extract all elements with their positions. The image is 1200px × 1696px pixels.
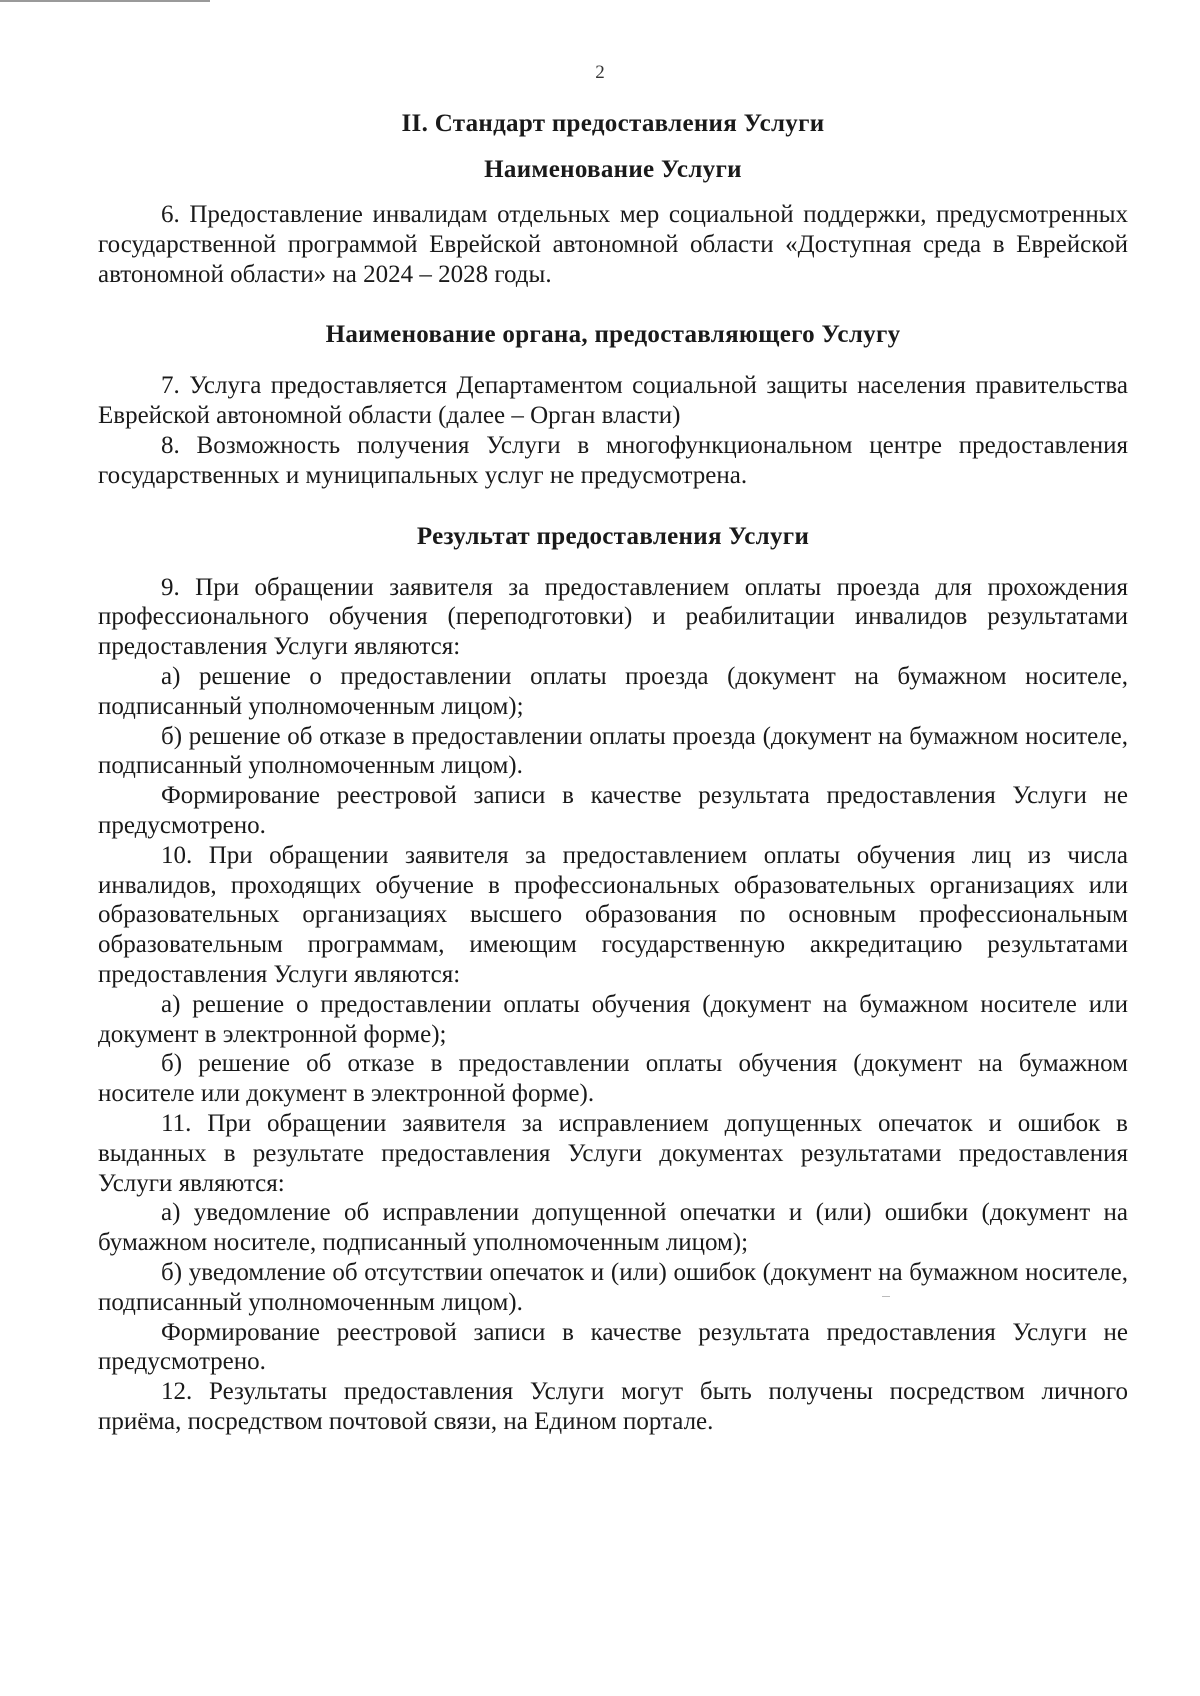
subsection-heading-authority: Наименование органа, предоставляющего Услугу	[325, 321, 901, 349]
page-number: 2	[595, 62, 605, 83]
paragraph-11-b: б) уведомление об отсутствии опечаток и (или) ошибок (документ на бумажном носителе, подписанный уполномоченным лицом).	[98, 1258, 1128, 1316]
subsection-heading-result: Результат предоставления Услуги	[416, 522, 810, 550]
paragraph-10-a: а) решение о предоставлении оплаты обучения (документ на бумажном носителе или документ в электронной форме);	[98, 990, 1128, 1048]
paragraph-11-registry-note: Формирование реестровой записи в качестве результата предоставления Услуги не предусмотрено.	[98, 1318, 1128, 1376]
paragraph-8: 8. Возможность получения Услуги в многофункциональном центре предоставления государственных и муниципальных услуг не предусмотрена.	[98, 431, 1128, 489]
paragraph-12: 12. Результаты предоставления Услуги могут быть получены посредством личного приёма, посредством почтовой связи, на Едином портале.	[98, 1378, 1128, 1435]
paragraph-6: 6. Предоставление инвалидам отдельных мер социальной поддержки, предусмотренных государственной программой Еврейской автономной области «Доступная среда в Еврейской автономной области» на 2024 – 2028 годы.	[98, 201, 1128, 288]
document-body	[98, 108, 1128, 1437]
paragraph-9-b: б) решение об отказе в предоставлении оплаты проезда (документ на бумажном носителе, подписанный уполномоченным лицом).	[98, 722, 1128, 780]
paragraph-9-registry-note: Формирование реестровой записи в качестве результата предоставления Услуги не предусмотрено.	[98, 782, 1128, 839]
scan-edge-mark	[0, 0, 210, 2]
section-title: II. Стандарт предоставления Услуги	[401, 110, 825, 137]
subsection-heading-service-name: Наименование Услуги	[484, 156, 742, 183]
paragraph-11-a: а) уведомление об исправлении допущенной опечатки и (или) ошибки (документ на бумажном носителе, подписанный уполномоченным лицом);	[98, 1199, 1128, 1257]
paragraph-11: 11. При обращении заявителя за исправлением допущенных опечаток и ошибок в выданных в результате предоставления Услуги документах результатами предоставления Услуги являются:	[98, 1109, 1128, 1197]
paragraph-10-b: б) решение об отказе в предоставлении оплаты обучения (документ на бумажном носителе или документ в электронной форме).	[98, 1050, 1128, 1108]
paragraph-10: 10. При обращении заявителя за предоставлением оплаты обучения лиц из числа инвалидов, проходящих обучение в профессиональных образовательных организациях или образовательных организациях высшего образования по основным профессиональным образовательным программам, имеющим государственную аккредитацию результатами предоставления Услуги являются:	[98, 841, 1128, 988]
paragraph-7: 7. Услуга предоставляется Департаментом социальной защиты населения правительства Еврейской автономной области (далее – Орган власти)	[98, 372, 1128, 430]
scan-speck	[882, 1296, 890, 1297]
paragraph-9-a: а) решение о предоставлении оплаты проезда (документ на бумажном носителе, подписанный уполномоченным лицом);	[98, 662, 1128, 720]
paragraph-9: 9. При обращении заявителя за предоставлением оплаты проезда для прохождения профессионального обучения (переподготовки) и реабилитации инвалидов результатами предоставления Услуги являются:	[98, 573, 1128, 661]
